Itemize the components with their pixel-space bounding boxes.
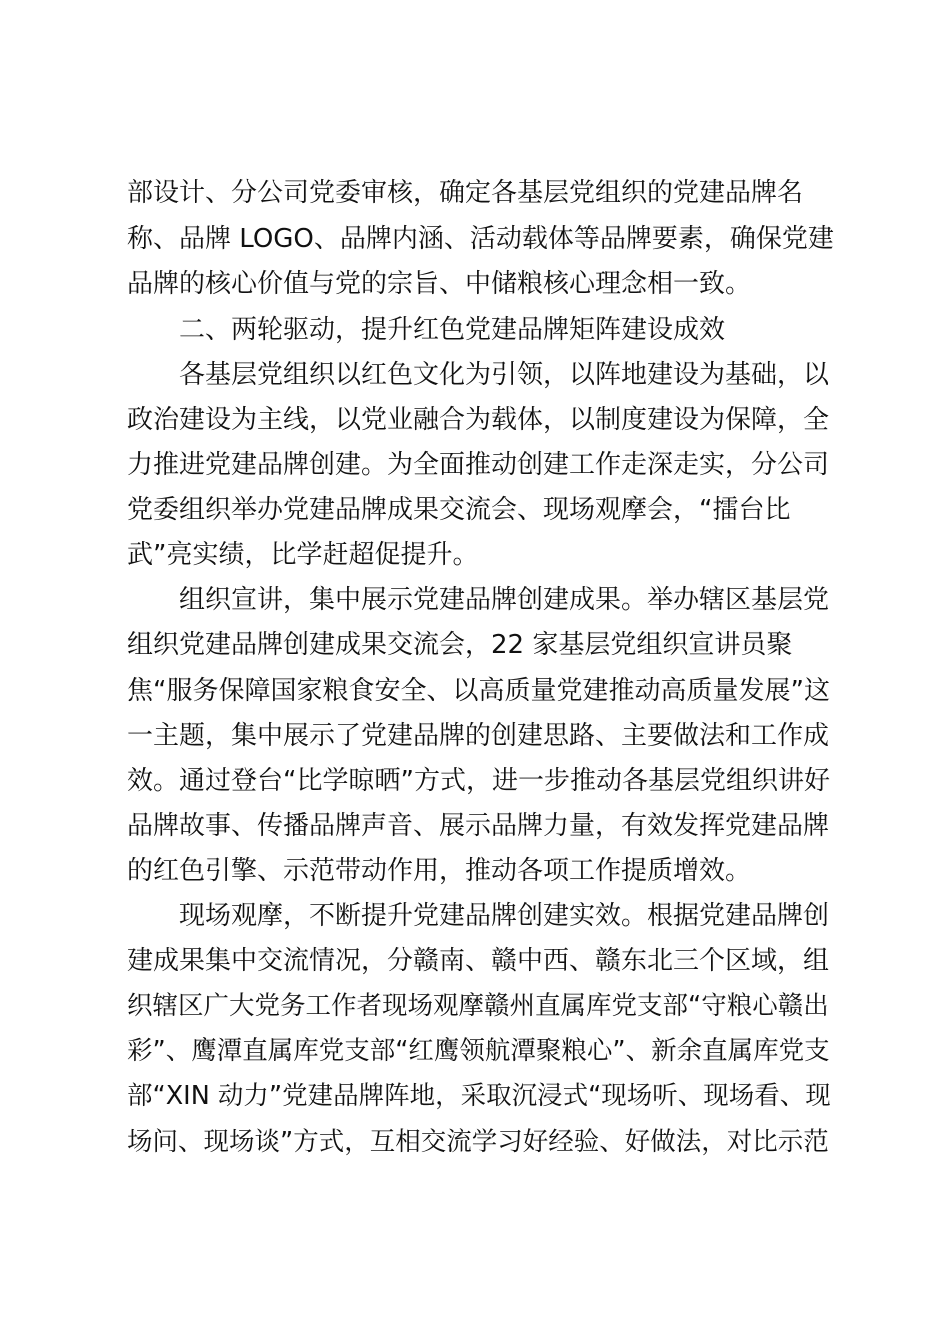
- text-line: 称、品牌 LOGO、品牌内涵、活动载体等品牌要素，确保党建: [127, 224, 834, 254]
- text-line: 武”亮实绩，比学赶超促提升。: [127, 540, 479, 570]
- text-line: 品牌故事、传播品牌声音、展示品牌力量，有效发挥党建品牌: [127, 811, 830, 841]
- text-line: 效。通过登台“比学晾晒”方式，进一步推动各基层党组织讲好: [127, 766, 830, 796]
- text-line: 彩”、鹰潭直属库党支部“红鹰领航潭聚粮心”、新余直属库党支: [127, 1036, 830, 1066]
- text-line: 部设计、分公司党委审核，确定各基层党组织的党建品牌名: [127, 178, 804, 208]
- text-line: 现场观摩，不断提升党建品牌创建实效。根据党建品牌创: [179, 901, 830, 931]
- text-line: 组织党建品牌创建成果交流会，22 家基层党组织宣讲员聚: [127, 630, 793, 660]
- text-line: 品牌的核心价值与党的宗旨、中储粮核心理念相一致。: [127, 269, 752, 299]
- section-heading: 二、两轮驱动，提升红色党建品牌矩阵建设成效: [179, 315, 726, 345]
- text-line: 力推进党建品牌创建。为全面推动创建工作走深走实，分公司: [127, 450, 830, 480]
- text-line: 建成果集中交流情况，分赣南、赣中西、赣东北三个区域，组: [127, 946, 830, 976]
- text-line: 的红色引擎、示范带动作用，推动各项工作提质增效。: [127, 856, 752, 886]
- text-line: 各基层党组织以红色文化为引领，以阵地建设为基础，以: [179, 360, 830, 390]
- text-line: 部“XIN 动力”党建品牌阵地，采取沉浸式“现场听、现场看、现: [127, 1081, 831, 1111]
- text-line: 焦“服务保障国家粮食安全、以高质量党建推动高质量发展”这: [127, 676, 830, 706]
- text-line: 组织宣讲，集中展示党建品牌创建成果。举办辖区基层党: [179, 585, 830, 615]
- text-line: 政治建设为主线，以党业融合为载体，以制度建设为保障，全: [127, 405, 830, 435]
- text-line: 一主题，集中展示了党建品牌的创建思路、主要做法和工作成: [127, 721, 830, 751]
- text-line: 织辖区广大党务工作者现场观摩赣州直属库党支部“守粮心赣出: [127, 991, 829, 1021]
- text-line: 场问、现场谈”方式，互相交流学习好经验、好做法，对比示范: [127, 1127, 829, 1157]
- text-line: 党委组织举办党建品牌成果交流会、现场观摩会，“擂台比: [127, 495, 791, 525]
